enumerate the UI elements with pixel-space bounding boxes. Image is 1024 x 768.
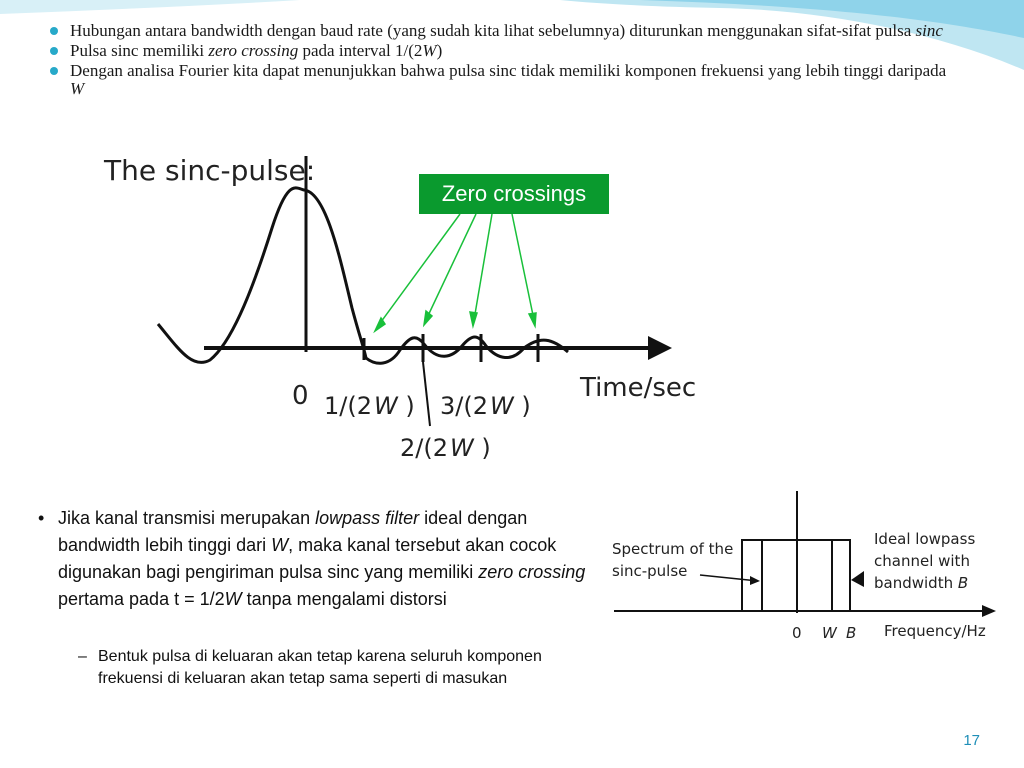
tick-label-3: 3/(2W ) bbox=[440, 392, 531, 420]
spectrum-label-2: sinc-pulse bbox=[612, 562, 688, 580]
channel-label-2: channel with bbox=[874, 552, 970, 570]
main-bullet-marker: • bbox=[38, 508, 45, 528]
sub-bullet bbox=[78, 646, 608, 690]
top-bullet-list bbox=[50, 22, 960, 100]
sinc-title: The sinc-pulse: bbox=[104, 154, 316, 187]
tick-label-2: 2/(2W ) bbox=[400, 434, 491, 462]
tick-label-0: 0 bbox=[292, 381, 309, 411]
spectrum-pointer-arrow-icon bbox=[750, 576, 760, 585]
channel-pointer-arrow-icon bbox=[851, 571, 864, 587]
zero-crossings-label: Zero crossings bbox=[419, 174, 609, 214]
sub-bullet-marker: – bbox=[78, 648, 87, 665]
zero-crossing-arrows bbox=[375, 214, 536, 331]
main-bullet bbox=[38, 505, 606, 613]
page-number: 17 bbox=[963, 732, 980, 749]
bullet-item-2: Pulsa sinc memiliki zero crossing pada interval 1/(2W) bbox=[50, 42, 960, 60]
sub-bullet-text: Bentuk pulsa di keluaran akan tetap karena seluruh komponen frekuensi di keluaran akan tetap sama seperti di masukan bbox=[98, 648, 542, 687]
main-bullet-text: Jika kanal transmisi merupakan lowpass filter ideal dengan bandwidth lebih tinggi dari W, maka kanal tersebut akan cocok digunakan bagi pengiriman pulsa sinc yang memiliki zero crossing pertama pada t = 1/2W tanpa mengalami distorsi bbox=[58, 508, 586, 609]
bullet-item-1: Hubungan antara bandwidth dengan baud rate (yang sudah kita lihat sebelumnya) diturunkan menggunakan sifat-sifat pulsa sinc bbox=[50, 22, 960, 40]
channel-label-3: bandwidth B bbox=[874, 574, 969, 592]
bullet-dot-icon bbox=[50, 67, 58, 75]
spectrum-label-1: Spectrum of the bbox=[612, 540, 734, 558]
bullet-item-3: Dengan analisa Fourier kita dapat menunjukkan bahwa pulsa sinc tidak memiliki komponen frekuensi yang lebih tinggi daripada W bbox=[50, 62, 960, 98]
spectrum-figure bbox=[608, 485, 1000, 655]
tick-2-pointer bbox=[423, 362, 430, 426]
axis-arrow-icon bbox=[648, 336, 672, 360]
sinc-curve bbox=[158, 188, 568, 363]
bullet-dot-icon bbox=[50, 27, 58, 35]
time-axis-label: Time/sec bbox=[580, 373, 697, 403]
freq-tick-b: B bbox=[846, 624, 857, 642]
frequency-axis-arrow-icon bbox=[982, 605, 996, 617]
spectrum-pointer bbox=[700, 575, 758, 581]
frequency-axis-label: Frequency/Hz bbox=[884, 622, 986, 640]
bullet-dot-icon bbox=[50, 47, 58, 55]
freq-tick-w: W bbox=[822, 624, 837, 642]
tick-label-1: 1/(2W ) bbox=[324, 392, 415, 420]
freq-tick-0: 0 bbox=[792, 624, 802, 642]
channel-label-1: Ideal lowpass bbox=[874, 530, 976, 548]
